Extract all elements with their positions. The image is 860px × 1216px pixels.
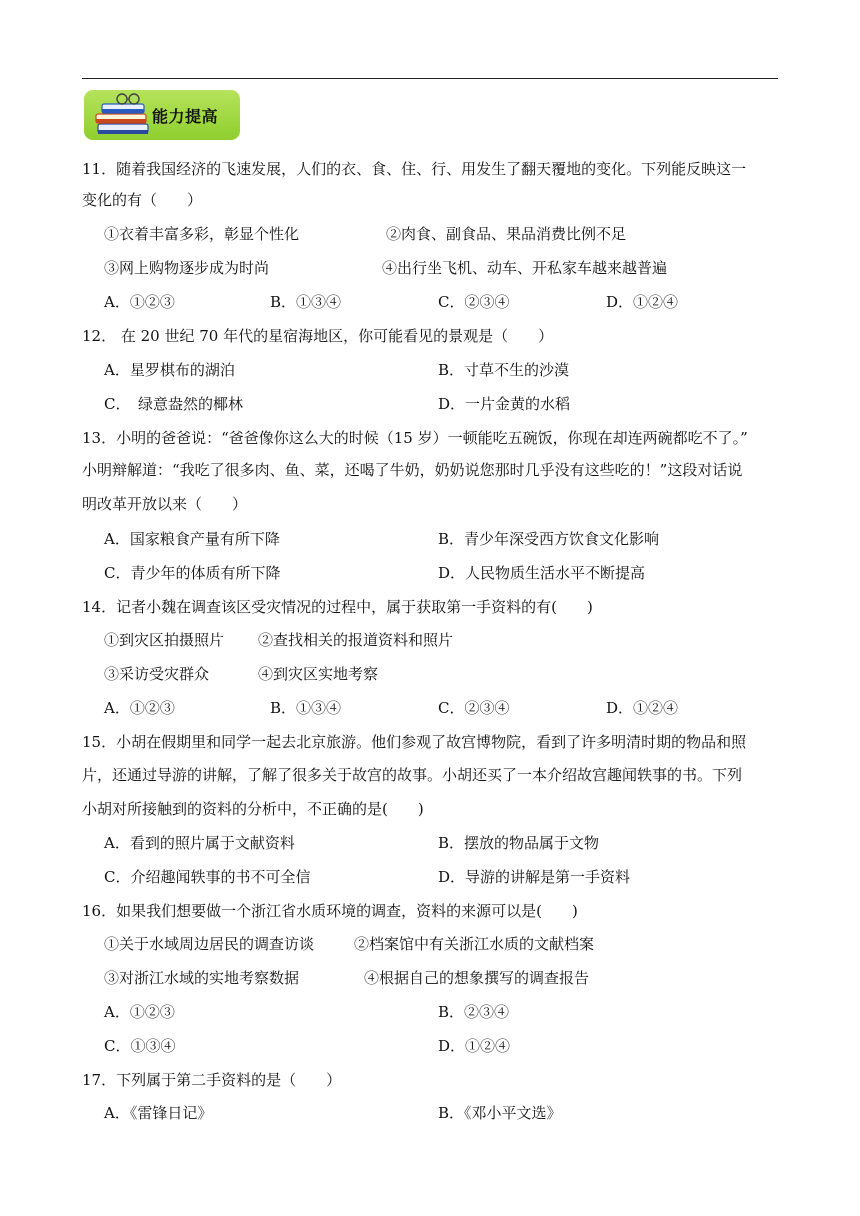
q12-option-d[interactable]: D．一片金黄的水稻	[438, 395, 571, 413]
q11-stem-line-2: 变化的有（ ）	[82, 191, 203, 209]
q12-option-a[interactable]: A．星罗棋布的湖泊	[104, 361, 235, 379]
q13-option-d[interactable]: D．人民物质生活水平不断提高	[438, 564, 646, 582]
q11-item-2: ②肉食、副食品、果品消费比例不足	[386, 225, 627, 243]
q13-stem-line-1: 13．小明的爸爸说：“爸爸像你这么大的时候（15 岁）一顿能吃五碗饭，你现在却连两碗都吃不了。”	[82, 429, 748, 447]
q12-option-c[interactable]: C． 绿意盎然的椰林	[104, 395, 243, 413]
q13-option-b[interactable]: B．青少年深受西方饮食文化影响	[438, 530, 660, 548]
q16-item-3: ③对浙江水域的实地考察数据	[104, 969, 300, 987]
q17-option-a[interactable]: A．《雷锋日记》	[104, 1104, 213, 1122]
q15-option-b[interactable]: B．摆放的物品属于文物	[438, 834, 600, 852]
q14-option-b[interactable]: B．①③④	[270, 699, 342, 717]
q11-item-4: ④出行坐飞机、动车、开私家车越来越普遍	[382, 259, 668, 277]
q14-option-a[interactable]: A．①②③	[104, 699, 175, 717]
q15-stem-line-3: 小胡对所接触到的资料的分析中，不正确的是( )	[82, 800, 424, 818]
q14-item-3: ③采访受灾群众	[104, 665, 210, 683]
q15-stem-line-1: 15．小胡在假期里和同学一起去北京旅游。他们参观了故宫博物院，看到了许多明清时期的物品和照	[82, 733, 747, 751]
q14-item-2: ②查找相关的报道资料和照片	[258, 631, 454, 649]
q16-item-4: ④根据自己的想象撰写的调查报告	[364, 969, 590, 987]
q15-stem-line-2: 片，还通过导游的讲解，了解了很多关于故宫的故事。小胡还买了一本介绍故宫趣闻轶事的书。下列	[82, 766, 743, 784]
q15-option-d[interactable]: D．导游的讲解是第一手资料	[438, 868, 631, 886]
q11-option-c[interactable]: C．②③④	[438, 293, 510, 311]
q17-stem-line-1: 17．下列属于第二手资料的是（ ）	[82, 1071, 342, 1089]
q11-stem-line-1: 11．随着我国经济的飞速发展，人们的衣、食、住、行、用发生了翻天覆地的变化。下列能反映这一	[82, 160, 747, 178]
q16-stem-line-1: 16．如果我们想要做一个浙江省水质环境的调查，资料的来源可以是( )	[82, 902, 578, 920]
q14-option-c[interactable]: C．②③④	[438, 699, 510, 717]
q13-option-a[interactable]: A．国家粮食产量有所下降	[104, 530, 280, 548]
books-icon	[88, 90, 158, 140]
q14-item-4: ④到灾区实地考察	[258, 665, 379, 683]
q13-stem-line-2: 小明辩解道：“我吃了很多肉、鱼、菜，还喝了牛奶，奶奶说您那时几乎没有这些吃的！”这段对话说	[82, 461, 743, 479]
q16-option-b[interactable]: B．②③④	[438, 1003, 510, 1021]
q17-option-b[interactable]: B．《邓小平文选》	[438, 1104, 562, 1122]
q15-option-a[interactable]: A．看到的照片属于文献资料	[104, 834, 295, 852]
q15-option-c[interactable]: C．介绍趣闻轶事的书不可全信	[104, 868, 311, 886]
q16-option-c[interactable]: C．①③④	[104, 1037, 176, 1055]
q11-option-a[interactable]: A．①②③	[104, 293, 175, 311]
section-title: 能力提高	[152, 107, 219, 126]
q11-item-1: ①衣着丰富多彩，彰显个性化	[104, 225, 300, 243]
q14-stem-line-1: 14．记者小魏在调查该区受灾情况的过程中，属于获取第一手资料的有( )	[82, 598, 593, 616]
q13-stem-line-3: 明改革开放以来（ ）	[82, 495, 248, 513]
q12-stem-line-1: 12． 在 20 世纪 70 年代的星宿海地区，你可能看见的景观是（ ）	[82, 327, 554, 345]
q11-item-3: ③网上购物逐步成为时尚	[104, 259, 270, 277]
header-rule	[82, 78, 778, 79]
q11-option-b[interactable]: B．①③④	[270, 293, 342, 311]
q14-item-1: ①到灾区拍摄照片	[104, 631, 225, 649]
q16-item-1: ①关于水域周边居民的调查访谈	[104, 935, 315, 953]
q16-option-d[interactable]: D．①②④	[438, 1037, 511, 1055]
section-badge	[84, 90, 240, 140]
q11-option-d[interactable]: D．①②④	[606, 293, 679, 311]
q12-option-b[interactable]: B．寸草不生的沙漠	[438, 361, 570, 379]
q16-item-2: ②档案馆中有关浙江水质的文献档案	[354, 935, 595, 953]
q14-option-d[interactable]: D．①②④	[606, 699, 679, 717]
q13-option-c[interactable]: C．青少年的体质有所下降	[104, 564, 281, 582]
q16-option-a[interactable]: A．①②③	[104, 1003, 175, 1021]
